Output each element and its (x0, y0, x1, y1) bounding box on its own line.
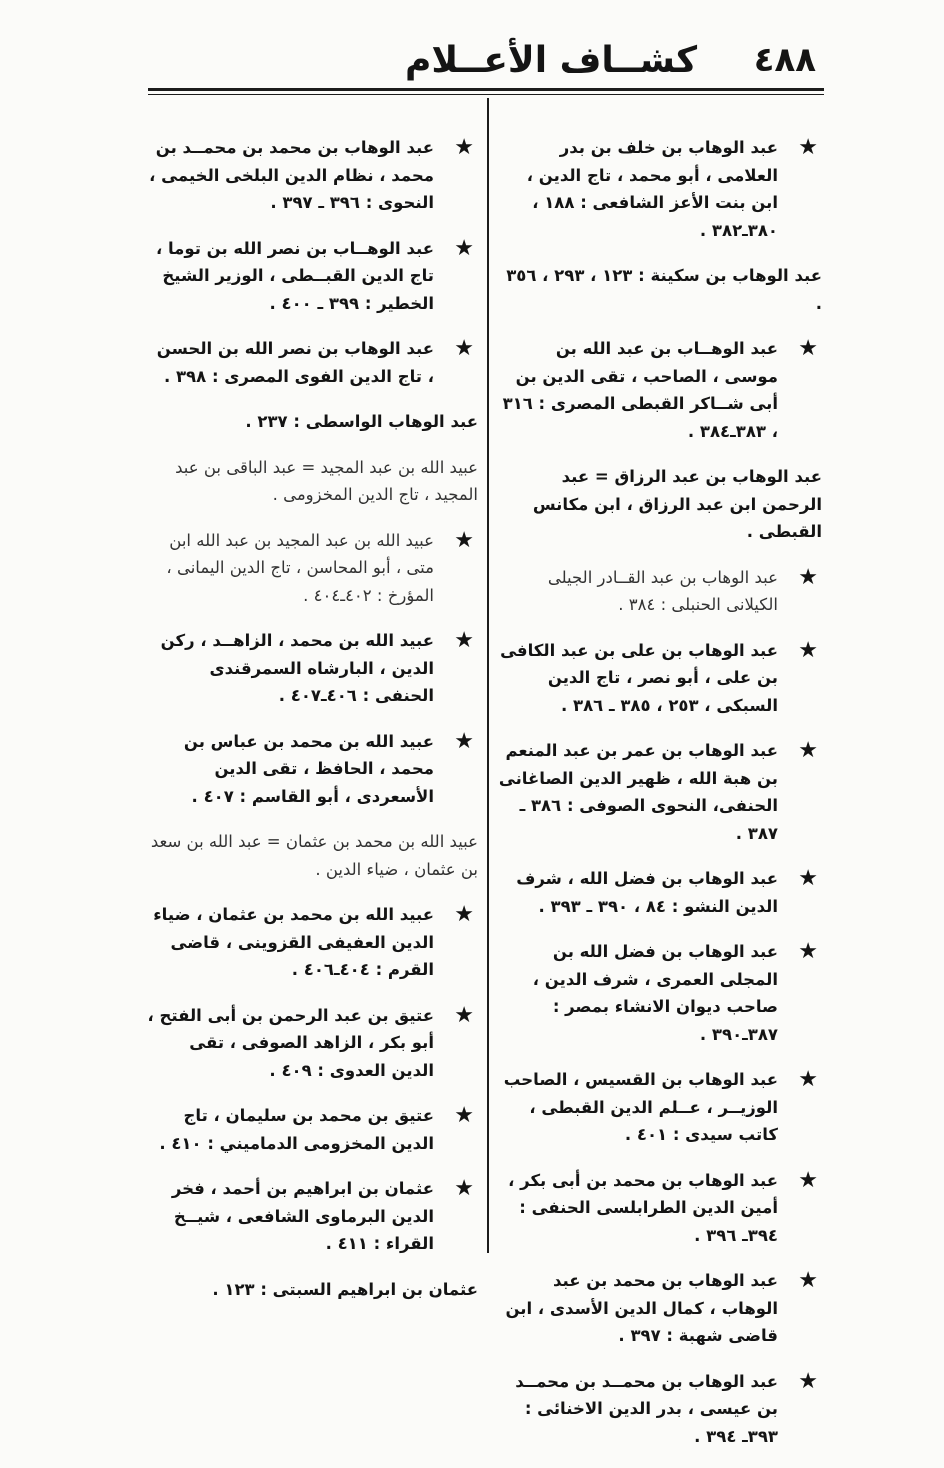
entry-text: عبد الوهاب بن فضل الله بن المجلى العمرى ، شرف الدين ، صاحب ديوان الانشاء بمصر : ٣٨٧ـ٣٩٠ . (532, 942, 778, 1044)
star-icon: ★ (454, 235, 474, 261)
entry-text: عبد الوهاب بن نصر الله بن الحسن ، تاج الدين الفوى المصرى : ٣٩٨ . (156, 339, 434, 386)
index-entry (146, 335, 478, 390)
entry-text: عبد الوهاب بن سكينة : ١٢٣ ، ٢٩٣ ، ٣٥٦ . (506, 266, 822, 313)
star-icon: ★ (454, 902, 474, 927)
index-entry (146, 134, 478, 217)
entry-text: عثمان بن ابراهيم السبتى : ١٢٣ . (212, 1279, 478, 1299)
entry-text: عبد الوهــاب بن عبد الله بن موسى ، الصاحب ، تقى الدين بن أبى شــاكر القبطى المصرى : ٣١٦ ، ٣٨٣ـ٣٨٤ . (502, 339, 778, 441)
star-icon: ★ (454, 1002, 474, 1028)
page-header (0, 0, 944, 100)
star-icon: ★ (798, 564, 818, 590)
entry-text: عبيد الله بن محمد بن عثمان ، ضياء الدين العفيفى القزوينى ، قاضى القرم : ٤٠٤ـ٤٠٦ . (153, 905, 434, 979)
index-entry (498, 865, 822, 920)
entry-text: عبد الوهاب بن القسيس ، الصاحب الوزيــر ، عــلم الدين القبطى ، كاتب سيدى : ٤٠١ . (503, 1070, 778, 1144)
star-icon: ★ (798, 1268, 818, 1293)
star-icon: ★ (798, 336, 818, 361)
index-entry (498, 938, 822, 1048)
entry-text: عبيد الله بن محمد بن عباس بن محمد ، الحافظ ، تقى الدين الأسعردى ، أبو القاسم : ٤٠٧ . (183, 731, 434, 806)
index-entry (146, 527, 478, 610)
index-entry (498, 134, 822, 244)
index-entry (498, 1267, 822, 1350)
star-icon: ★ (454, 135, 474, 160)
entry-text: عبيد الله بن عبد المجيد بن عبد الله ابن متى ، أبو المحاسن ، تاج الدين اليمانى ، المؤرخ : ٤٠٢ـ٤٠٤ . (166, 530, 434, 605)
index-entry (498, 463, 822, 546)
index-entry (146, 901, 478, 984)
header-rule-thin (148, 94, 824, 95)
entry-text: عبد الوهاب بن محمد بن محمــد بن محمد ، نظام الدين البلخى الخيمى ، النحوى : ٣٩٦ ـ ٣٩٧ . (149, 138, 434, 212)
index-entry (146, 1102, 478, 1157)
header-rule (148, 88, 824, 91)
page-number: ٤٨٨ (753, 40, 816, 80)
entry-text: عبد الوهــاب بن نصر الله بن توما ، تاج الدين القبــطى ، الوزير الشيخ الخطير : ٣٩٩ ـ ٤٠٠ . (155, 238, 434, 313)
index-entry (498, 1368, 822, 1451)
star-icon: ★ (454, 628, 474, 653)
index-entry (146, 408, 478, 436)
index-entry (498, 737, 822, 847)
star-icon: ★ (798, 1167, 818, 1193)
column-divider (487, 98, 489, 1253)
entry-text: عبد الوهاب بن على بن عبد الكافى بن على ، أبو نصر ، تاج الدين السبكى ، ٢٥٣ ، ٣٨٥ ـ ٣٨٦ . (500, 640, 778, 715)
star-icon: ★ (454, 728, 474, 754)
index-entry (498, 564, 822, 619)
entry-text: عبد الوهاب بن عبد الرزاق = عبد الرحمن ابن عبد الرزاق ، ابن مكانس القبطى . (532, 467, 822, 541)
star-icon: ★ (798, 738, 818, 763)
index-entry (146, 1002, 478, 1085)
star-icon: ★ (798, 135, 818, 160)
entry-text: عتيق بن محمد بن سليمان ، تاج الدين المخزومى الدماميني : ٤١٠ . (159, 1106, 434, 1153)
star-icon: ★ (798, 1368, 818, 1394)
star-icon: ★ (798, 939, 818, 964)
star-icon: ★ (798, 637, 818, 663)
index-entry (146, 235, 478, 318)
entry-text: عبد الوهاب بن محمد بن أبى بكر ، أمين الدين الطرابلسى الحنفى : ٣٩٤ـ ٣٩٦ . (508, 1170, 778, 1245)
index-entry (498, 637, 822, 720)
entry-text: عبد الوهاب بن عبد القــادر الجيلى الكيلانى الحنبلى : ٣٨٤ . (547, 567, 778, 614)
index-column-right (498, 134, 822, 1468)
star-icon: ★ (798, 866, 818, 891)
page-title: كشــاف الأعــلام (405, 40, 698, 81)
index-column-left (146, 134, 478, 1321)
entry-text: عبد الوهاب بن محمــد بن محمــد بن عيسى ، بدر الدين الاخنائى : ٣٩٣ـ ٣٩٤ . (515, 1371, 778, 1446)
index-entry (146, 728, 478, 811)
entry-text: عبد الوهاب بن فضل الله ، شرف الدين النشو : ٨٤ ، ٣٩٠ ـ ٣٩٣ . (516, 869, 778, 916)
index-entry (498, 1167, 822, 1250)
entry-text: عبيد الله بن محمد ، الزاهــد ، ركن الدين ، البارشاه السمرقندى الحنفى : ٤٠٦ـ٤٠٧ . (160, 631, 434, 705)
entry-text: عبيد الله بن محمد بن عثمان = عبد الله بن سعد بن عثمان ، ضياء الدين . (150, 832, 478, 879)
index-entry (146, 454, 478, 509)
star-icon: ★ (798, 1067, 818, 1092)
star-icon: ★ (454, 527, 474, 553)
index-entry (146, 627, 478, 710)
entry-text: عثمان بن ابراهيم بن أحمد ، فخر الدين البرماوى الشافعى ، شيــخ القراء : ٤١١ . (171, 1179, 434, 1253)
star-icon: ★ (454, 336, 474, 361)
index-entry (146, 828, 478, 883)
star-icon: ★ (454, 1103, 474, 1128)
index-entry (498, 335, 822, 445)
entry-text: عبد الوهاب بن محمد بن عبد الوهاب ، كمال الدين الأسدى ، ابن قاضى شهبة : ٣٩٧ . (505, 1271, 778, 1345)
index-entry (146, 1276, 478, 1304)
entry-text: عبيد الله بن عبد المجيد = عبد الباقى بن عبد المجيد ، تاج الدين المخزومى . (175, 457, 478, 504)
entry-text: عبد الوهاب بن عمر بن عبد المنعم بن هبة الله ، ظهير الدين الصاغانى الحنفى، النحوى الصوفى : ٣٨٦ ـ ٣٨٧ . (498, 741, 778, 843)
entry-text: عبد الوهاب الواسطى : ٢٣٧ . (245, 412, 478, 431)
entry-text: عبد الوهاب بن خلف بن بدر العلامى ، أبو محمد ، تاج الدين ، ابن بنت الأعز الشافعى : ١٨٨ ، ٣٨٠ـ٣٨٢ . (526, 138, 778, 240)
star-icon: ★ (454, 1176, 474, 1201)
index-entry (498, 1066, 822, 1149)
entry-text: عتيق بن عبد الرحمن بن أبى الفتح ، أبو بكر ، الزاهد الصوفى ، تقى الدين العدوى : ٤٠٩ . (147, 1005, 434, 1080)
index-entry (146, 1175, 478, 1258)
index-entry (498, 262, 822, 317)
